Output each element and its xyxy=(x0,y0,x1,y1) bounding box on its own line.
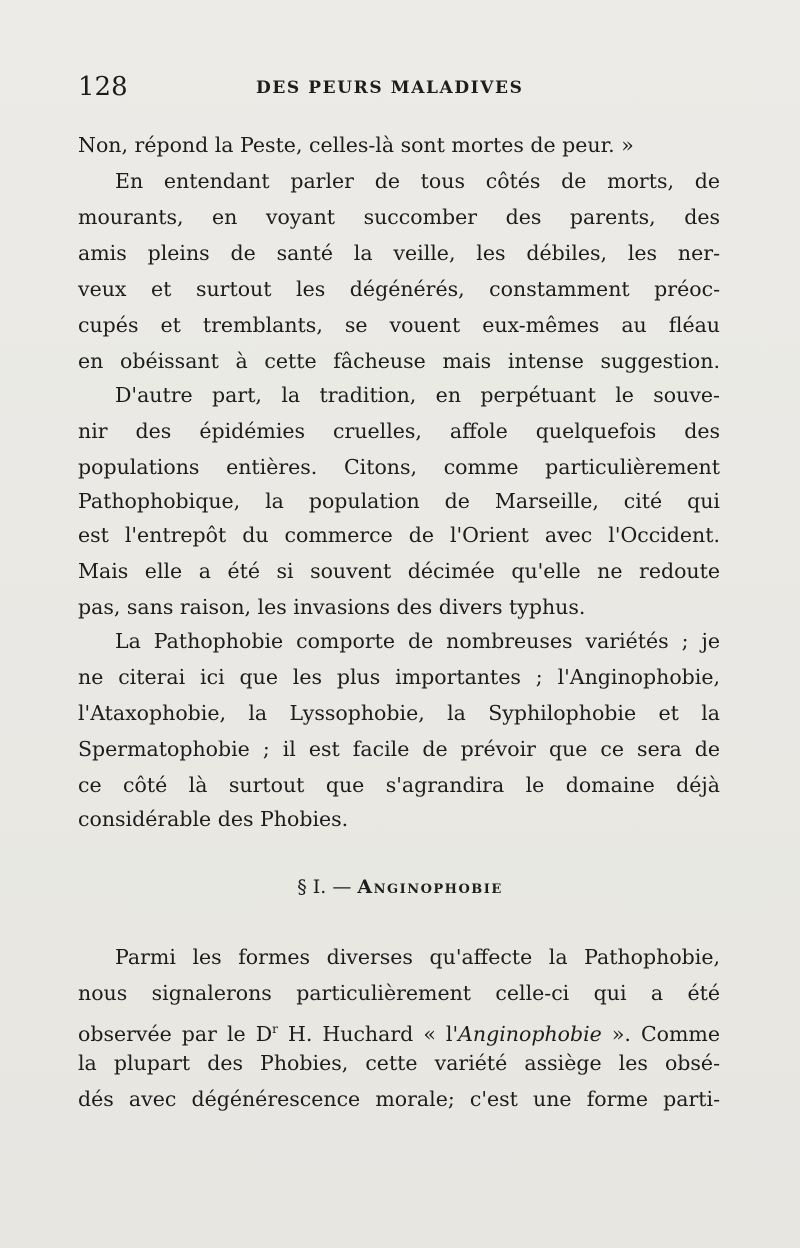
text-line: dés avec dégénérescence morale; c'est une forme parti- xyxy=(78,1087,720,1111)
text-line: D'autre part, la tradition, en perpétuant le souve- xyxy=(115,383,720,407)
text-line: ne citerai ici que les plus importantes ; l'Anginophobie, xyxy=(78,665,720,689)
text-line: La Pathophobie comporte de nombreuses variétés ; je xyxy=(115,629,720,653)
text-fragment: ». Comme xyxy=(601,1021,720,1046)
text-line: considérable des Phobies. xyxy=(78,807,349,831)
text-line: la plupart des Phobies, cette variété assiège les obsé- xyxy=(78,1051,720,1075)
page-number: 128 xyxy=(78,72,128,102)
text-line: est l'entrepôt du commerce de l'Orient avec l'Occident. xyxy=(78,523,720,547)
text-line: cupés et tremblants, se vouent eux-mêmes au fléau xyxy=(78,313,720,337)
text-line: nir des épidémies cruelles, affole quelquefois des xyxy=(78,419,720,443)
text-line: Pathophobique, la population de Marseille, cité qui xyxy=(78,489,720,513)
text-line: amis pleins de santé la veille, les débiles, les ner- xyxy=(78,241,720,265)
text-line: mourants, en voyant succomber des parents, des xyxy=(78,205,720,229)
text-line xyxy=(78,1012,720,1051)
superscript: r xyxy=(272,1022,278,1036)
running-title: DES PEURS MALADIVES xyxy=(256,78,524,98)
text-line: En entendant parler de tous côtés de morts, de xyxy=(115,169,720,193)
text-line: l'Ataxophobie, la Lyssophobie, la Syphilophobie et la xyxy=(78,701,720,725)
text-fragment: observée par le D xyxy=(78,1021,273,1046)
italic-term: Anginophobie xyxy=(458,1021,602,1046)
text-line: populations entières. Citons, comme particulièrement xyxy=(78,455,720,479)
text-line: Parmi les formes diverses qu'affecte la Pathophobie, xyxy=(115,945,720,969)
text-line: veux et surtout les dégénérés, constamment préoc- xyxy=(78,277,720,301)
text-line: ce côté là surtout que s'agrandira le domaine déjà xyxy=(78,773,720,797)
text-line: nous signalerons particulièrement celle-ci qui a été xyxy=(78,981,720,1005)
text-line: Spermatophobie ; il est facile de prévoir que ce sera de xyxy=(78,737,720,761)
running-header xyxy=(78,72,720,112)
text-line: Non, répond la Peste, celles-là sont mortes de peur. » xyxy=(78,133,634,157)
section-heading xyxy=(0,876,800,898)
section-marker: § I. — xyxy=(297,876,352,898)
text-line: Mais elle a été si souvent décimée qu'elle ne redoute xyxy=(78,559,720,583)
text-line: pas, sans raison, les invasions des divers typhus. xyxy=(78,595,586,619)
text-fragment: H. Huchard « l' xyxy=(277,1021,459,1046)
section-title: Anginophobie xyxy=(357,876,503,898)
text-line: en obéissant à cette fâcheuse mais intense suggestion. xyxy=(78,349,720,373)
